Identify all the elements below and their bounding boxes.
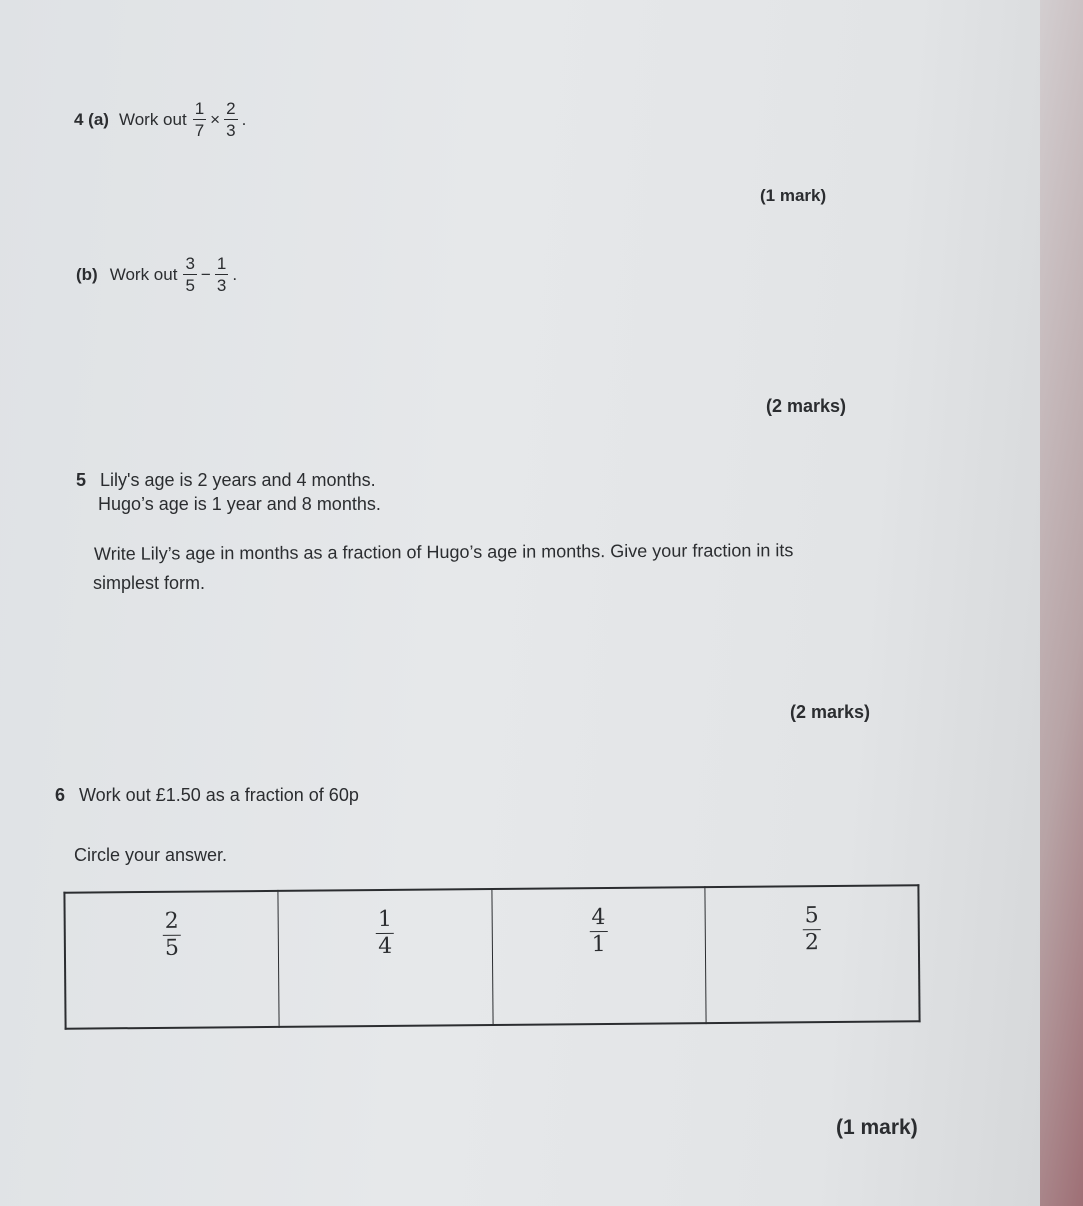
fraction-4b-1 xyxy=(183,255,196,294)
fraction-denominator: 5 xyxy=(185,276,195,295)
full-stop: . xyxy=(232,264,238,284)
answer-option-4[interactable] xyxy=(705,885,920,1023)
fraction-numerator: 2 xyxy=(226,99,236,118)
question-4a-text: Work out xyxy=(118,109,187,129)
fraction-numerator: 1 xyxy=(216,254,227,273)
fraction-4a-1 xyxy=(193,100,206,139)
question-5-number: 5 xyxy=(76,470,87,490)
fraction-denominator: 2 xyxy=(803,929,821,954)
multiply-sign: × xyxy=(210,109,221,129)
fraction-numerator: 4 xyxy=(591,905,606,931)
question-6-marks: (1 mark) xyxy=(836,1116,918,1139)
question-6-number: 6 xyxy=(55,785,66,805)
fraction-numerator: 5 xyxy=(804,903,819,929)
fraction-denominator: 4 xyxy=(376,933,394,958)
full-stop: . xyxy=(241,109,247,129)
fraction-numerator: 3 xyxy=(185,254,195,273)
answer-fraction xyxy=(163,908,181,961)
answer-option-3[interactable] xyxy=(491,887,706,1025)
minus-sign: − xyxy=(200,264,211,284)
question-4b-label: (b) xyxy=(76,264,98,284)
fraction-denominator: 7 xyxy=(194,121,205,140)
question-5-line4: simplest form. xyxy=(93,573,206,593)
question-4b xyxy=(76,255,237,294)
question-4a-marks: (1 mark) xyxy=(760,186,827,205)
question-5-line2: Hugo’s age is 1 year and 8 months. xyxy=(98,494,381,514)
question-4a xyxy=(74,100,246,139)
fraction-4b-2 xyxy=(215,255,228,294)
answer-options-table xyxy=(63,884,920,1029)
question-4b-marks: (2 marks) xyxy=(766,396,847,416)
fraction-numerator: 1 xyxy=(194,99,205,118)
fraction-numerator: 2 xyxy=(164,908,179,934)
answer-fraction xyxy=(376,906,394,959)
question-4a-label: 4 (a) xyxy=(74,109,109,129)
fraction-4a-2 xyxy=(224,100,237,139)
fraction-denominator: 3 xyxy=(216,276,227,295)
question-4b-text: Work out xyxy=(109,264,178,284)
fraction-numerator: 1 xyxy=(377,906,393,932)
question-5-marks: (2 marks) xyxy=(790,702,871,722)
answer-option-2[interactable] xyxy=(278,889,493,1027)
question-5-line1: Lily's age is 2 years and 4 months. xyxy=(100,470,376,490)
question-6-instruction: Circle your answer. xyxy=(74,845,228,865)
answer-option-1[interactable] xyxy=(64,891,279,1029)
question-5-line3: Write Lily’s age in months as a fraction of Hugo’s age in months. Give your fraction in its xyxy=(93,540,794,564)
answer-fraction xyxy=(589,907,607,956)
fraction-denominator: 3 xyxy=(226,121,236,140)
fraction-denominator: 1 xyxy=(590,931,608,956)
answer-fraction xyxy=(803,905,821,954)
fraction-denominator: 5 xyxy=(163,935,181,960)
question-6-text: Work out £1.50 as a fraction of 60p xyxy=(79,785,359,805)
